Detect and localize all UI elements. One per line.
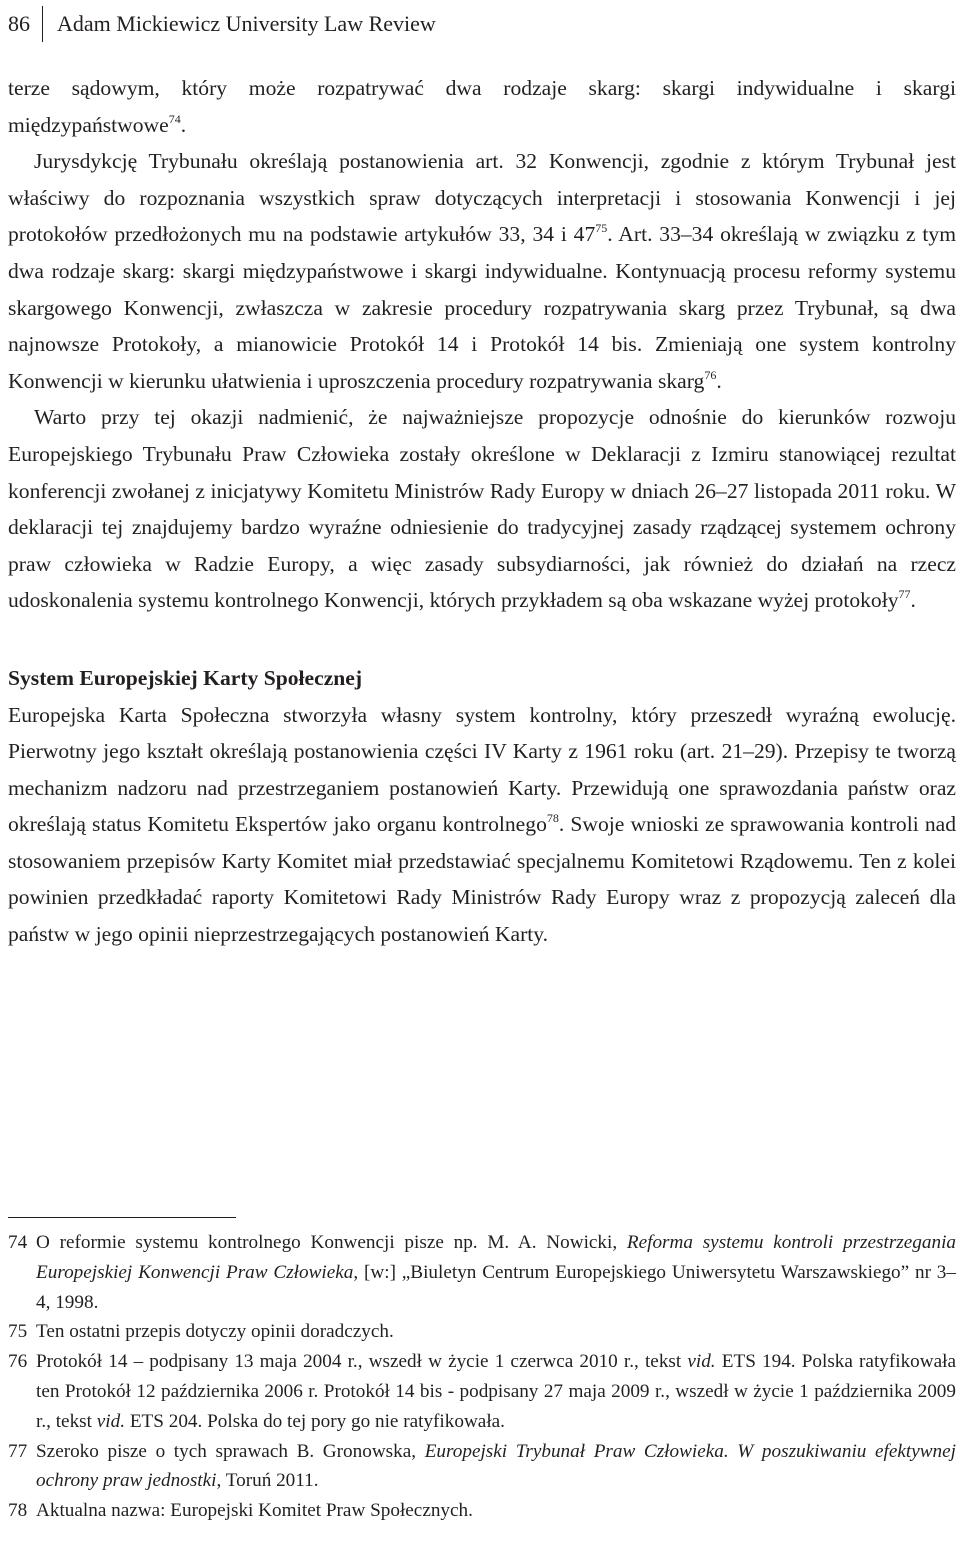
text-run: , Toruń 2011. — [216, 1470, 319, 1492]
footnote-ref[interactable]: 77 — [898, 587, 911, 602]
text-run: . — [910, 588, 916, 613]
footnote-ref[interactable]: 74 — [168, 111, 181, 126]
footnote-text — [36, 1347, 956, 1436]
paragraph — [8, 143, 956, 399]
paragraph — [8, 399, 956, 619]
text-run: Protokół 14 – podpisany 13 maja 2004 r., wszedł w życie 1 czerwca 2010 r., tekst — [36, 1351, 688, 1373]
footnote-ref[interactable]: 76 — [704, 367, 717, 382]
text-run: Szeroko pisze o tych sprawach B. Gronowska, — [36, 1440, 425, 1462]
text-run: . — [180, 112, 187, 137]
footnote — [8, 1317, 956, 1347]
footnote-number: 77 — [8, 1440, 28, 1462]
text-run: . — [716, 368, 722, 393]
section-heading: System Europejskiej Karty Społecznej — [8, 665, 363, 690]
text-run: Jurysdykcję Trybunału określają postanowienia art. 32 Konwencji, zgodnie z którym Trybunał jest właściwy do rozpoznania wszystkich spraw dotyczących interpretacji i stosowania Konwencji i jej protokołów przedłożonych mu na podstawie artykułów 33, 34 i 47 — [8, 149, 956, 247]
main-text — [8, 70, 956, 953]
footnote-text — [36, 1437, 956, 1497]
text-run: . Art. 33–34 określają w związku z tym dwa rodzaje skarg: skargi międzypaństwowe i skargi indywidualne. Kontynuacją procesu reformy systemu skargowego Konwencji, zwłaszcza w zakresie procedury rozpatrywania skarg przez Trybunał, są dwa najnowsze Protokoły, a mianowicie Protokół 14 i Protokół 14 bis. Zmieniają one system kontrolny Konwencji w kierunku ułatwienia i uproszczenia procedury rozpatrywania skarg — [8, 222, 956, 393]
italic-vid: vid. — [687, 1351, 716, 1373]
footnote-number: 78 — [8, 1500, 28, 1522]
page-number: 86 — [8, 11, 30, 36]
paragraph — [8, 697, 956, 953]
text-run: O reformie systemu kontrolnego Konwencji pisze np. M. A. Nowicki, — [36, 1232, 627, 1253]
footnote-text: Ten ostatni przepis dotyczy opinii doradczych. — [36, 1321, 394, 1343]
text-run: . Swoje wnioski ze sprawowania kontroli nad stosowaniem przepisów Karty Komitet miał przedstawiać specjalnemu Komitetowi Rządowemu. Ten z kolei powinien przedkładać raporty Komitetowi Rady Ministrów Rady Europy wraz z propozycją zaleceń dla państw w jego opinii nieprzestrzegających postanowień Karty. — [8, 812, 957, 947]
footnote-ref[interactable]: 75 — [595, 221, 608, 236]
text-run: , [w:] „Biuletyn Centrum Europejskiego Uniwersytetu Warszawskiego” nr 3–4, 1998. — [36, 1261, 956, 1313]
footnote-number: 76 — [8, 1351, 28, 1373]
footnotes — [8, 1228, 956, 1526]
header-divider — [42, 6, 43, 42]
footnote-text: Aktualna nazwa: Europejski Komitet Praw Społecznych. — [36, 1500, 473, 1522]
paragraph — [8, 70, 956, 143]
footnote — [8, 1437, 956, 1497]
footnote-number: 74 — [8, 1232, 28, 1253]
footnote-number: 75 — [8, 1321, 28, 1343]
text-run: Warto przy tej okazji nadmienić, że najważniejsze propozycje odnośnie do kierunków rozwoju Europejskiego Trybunału Praw Człowieka zostały określone w Deklaracji z Izmiru stanowiącej rezultat konferencji zwołanej z inicjatywy Komitetu Ministrów Rady Europy w dniach 26–27 listopada 2011 roku. W deklaracji tej znajdujemy bardzo wyraźne odniesienie do tradycyjnej zasady rządzącej systemem ochrony praw człowieka w Radzie Europy, a więc zasady subsydiarności, jak również do działań na rzecz udoskonalenia systemu kontrolnego Konwencji, których przykładem są oba wskazane wyżej protokoły — [8, 405, 956, 613]
text-run: ETS 194. Polska ratyfikowała ten Protokół 12 października 2006 r. Protokół 14 bis - podpisany 27 maja 2009 r., wszedł w życie 1 października 2009 r., tekst — [36, 1351, 956, 1432]
footnote — [8, 1496, 956, 1526]
footnote — [8, 1347, 956, 1436]
text-run: terze sądowym, który może rozpatrywać dwa rodzaje skarg: skargi indywidualne i skargi międzypaństwowe — [8, 76, 956, 137]
footnote — [8, 1228, 956, 1317]
footnote-text — [36, 1228, 956, 1317]
footnote-separator — [8, 1217, 236, 1218]
journal-title: Adam Mickiewicz University Law Review — [57, 11, 436, 36]
footnote-ref[interactable]: 78 — [546, 811, 559, 826]
italic-title: Europejski Trybunał Praw Człowieka. W poszukiwaniu efektywnej ochrony praw jednostki — [36, 1440, 956, 1492]
italic-vid: vid. — [96, 1410, 126, 1432]
italic-title: Reforma systemu kontroli przestrzegania Europejskiej Konwencji Praw Człowieka — [36, 1232, 956, 1283]
text-run: Europejska Karta Społeczna stworzyła własny system kontrolny, który przeszedł wyraźną ewolucję. Pierwotny jego kształt określają postanowienia części IV Karty z 1961 roku (art. 21–29). Przepisy te tworzą mechanizm nadzoru nad przestrzeganiem postanowień Karty. Przewidują one sprawozdania państw oraz określają status Komitetu Ekspertów jako organu kontrolnego — [8, 702, 956, 837]
text-run: ETS 204. Polska do tej pory go nie ratyfikowała. — [125, 1410, 505, 1432]
page-header — [8, 6, 436, 42]
